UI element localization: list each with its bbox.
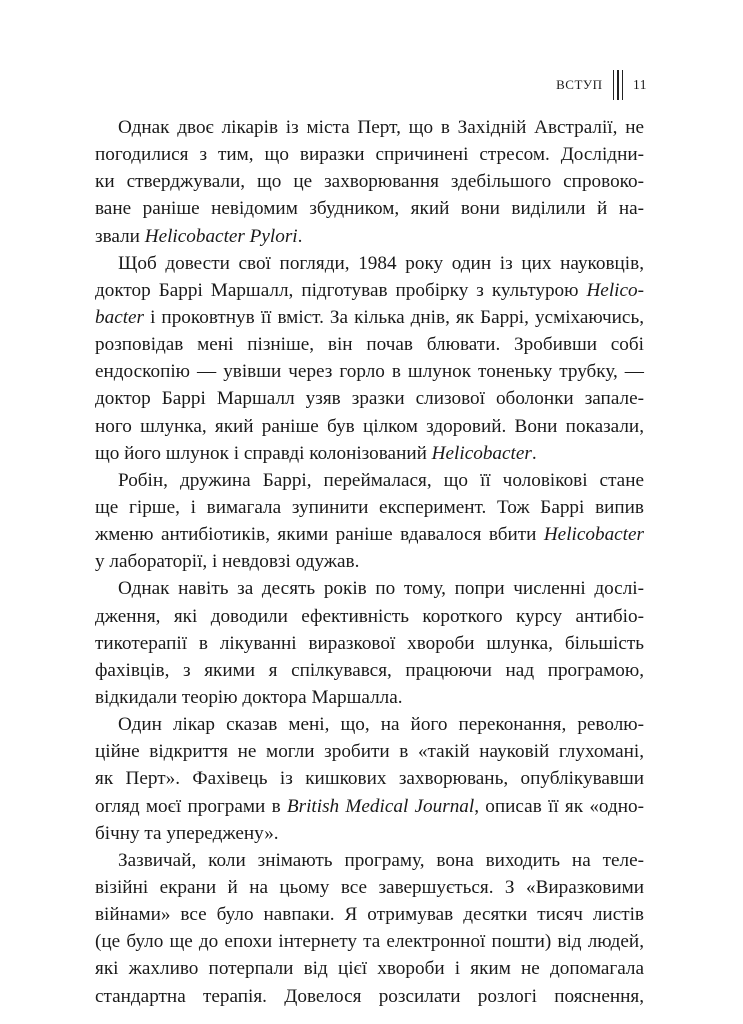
text-line: Один лікар сказав мені, що, на його переконання, револю- xyxy=(118,714,644,736)
text-line: у лабораторії, і невдовзі одужав. xyxy=(95,551,360,573)
italic-term: bacter xyxy=(95,306,145,328)
section-title: ВСТУП xyxy=(556,77,603,92)
text-line: відкидали теорію доктора Маршалла. xyxy=(95,686,403,708)
running-header xyxy=(556,72,647,98)
text-line: бічну та упереджену». xyxy=(95,822,279,844)
text-line: ендоскопію — увівши через горло в шлунок тоненьку трубку, — xyxy=(95,361,644,383)
italic-term: Helicobacter xyxy=(543,524,644,546)
text-line: Зазвичай, коли знімають програму, вона виходить на теле- xyxy=(118,849,644,871)
italic-term: Helicobacter Pylori xyxy=(144,225,298,247)
text-line: Однак двоє лікарів із міста Перт, що в Західній Австралії, не xyxy=(118,117,644,138)
text-line: доктор Баррі Маршалл, підготував пробірку з культурою Helico- xyxy=(95,279,644,301)
text-line: дження, які доводили ефективність короткого курсу антибіо- xyxy=(95,605,644,627)
italic-term: Helicobacter xyxy=(431,442,532,464)
text-line: звали Helicobacter Pylori. xyxy=(95,225,303,247)
text-line: війнами» все було навпаки. Я отримував десятки тисяч листів xyxy=(95,904,644,926)
text-line: візійні екрани й на цьому все завершується. З «Виразковими xyxy=(95,876,644,898)
text-line: що його шлунок і справді колонізований Helicobacter. xyxy=(95,442,537,464)
text-line: (це було ще до епохи інтернету та електронної пошти) від людей, xyxy=(95,931,644,953)
text-line: Робін, дружина Баррі, переймалася, що її чоловікові стане xyxy=(118,469,644,491)
text-line: тикотерапії в лікуванні виразкової хвороби шлунка, більшість xyxy=(95,632,644,654)
page-number: 11 xyxy=(633,77,647,92)
text-line: доктор Баррі Маршалл узяв зразки слизової оболонки запале- xyxy=(95,388,644,410)
text-line: Однак навіть за десять років по тому, попри численні дослі- xyxy=(118,578,644,600)
body-text xyxy=(95,114,644,1010)
text-line: Щоб довести свої погляди, 1984 року один із цих науковців, xyxy=(118,252,644,274)
text-line: жменю антибіотиків, якими раніше вдавалося вбити Helicobacter xyxy=(95,524,644,546)
text-line: ще гірше, і вимагала зупинити експеримент. Тож Баррі випив xyxy=(95,496,644,518)
text-line: розповідав мені пізніше, він почав блювати. Зробивши собі xyxy=(95,334,644,356)
header-divider xyxy=(613,70,624,100)
text-line: огляд моєї програми в British Medical Journal, описав її як «одно- xyxy=(95,795,644,817)
italic-term: British Medical Journal xyxy=(286,795,475,817)
text-line: bacter і проковтнув її вміст. За кілька днів, як Баррі, усміхаючись, xyxy=(95,306,644,328)
text-line: ного шлунка, який раніше був цілком здоровий. Вони показали, xyxy=(95,415,644,437)
text-line: ки стверджували, що це захворювання здебільшого спровоко- xyxy=(95,171,644,193)
text-line: ване раніше невідомим збудником, який вони виділили й на- xyxy=(95,198,644,220)
text-line: фахівців, з якими я спілкувався, працюючи над програмою, xyxy=(95,659,644,681)
italic-term: Helico- xyxy=(586,279,644,301)
text-line: які жахливо потерпали від цієї хвороби і яким не допомагала xyxy=(95,958,644,980)
text-line: ційне відкриття не могли зробити в «такій науковій глухомані, xyxy=(95,741,644,763)
text-line: стандартна терапія. Довелося розсилати розлогі пояснення, xyxy=(95,985,644,1007)
text-line: як Перт». Фахівець із кишкових захворювань, опублікувавши xyxy=(95,768,644,790)
text-line: погодилися з тим, що виразки спричинені стресом. Дослідни- xyxy=(95,144,644,166)
